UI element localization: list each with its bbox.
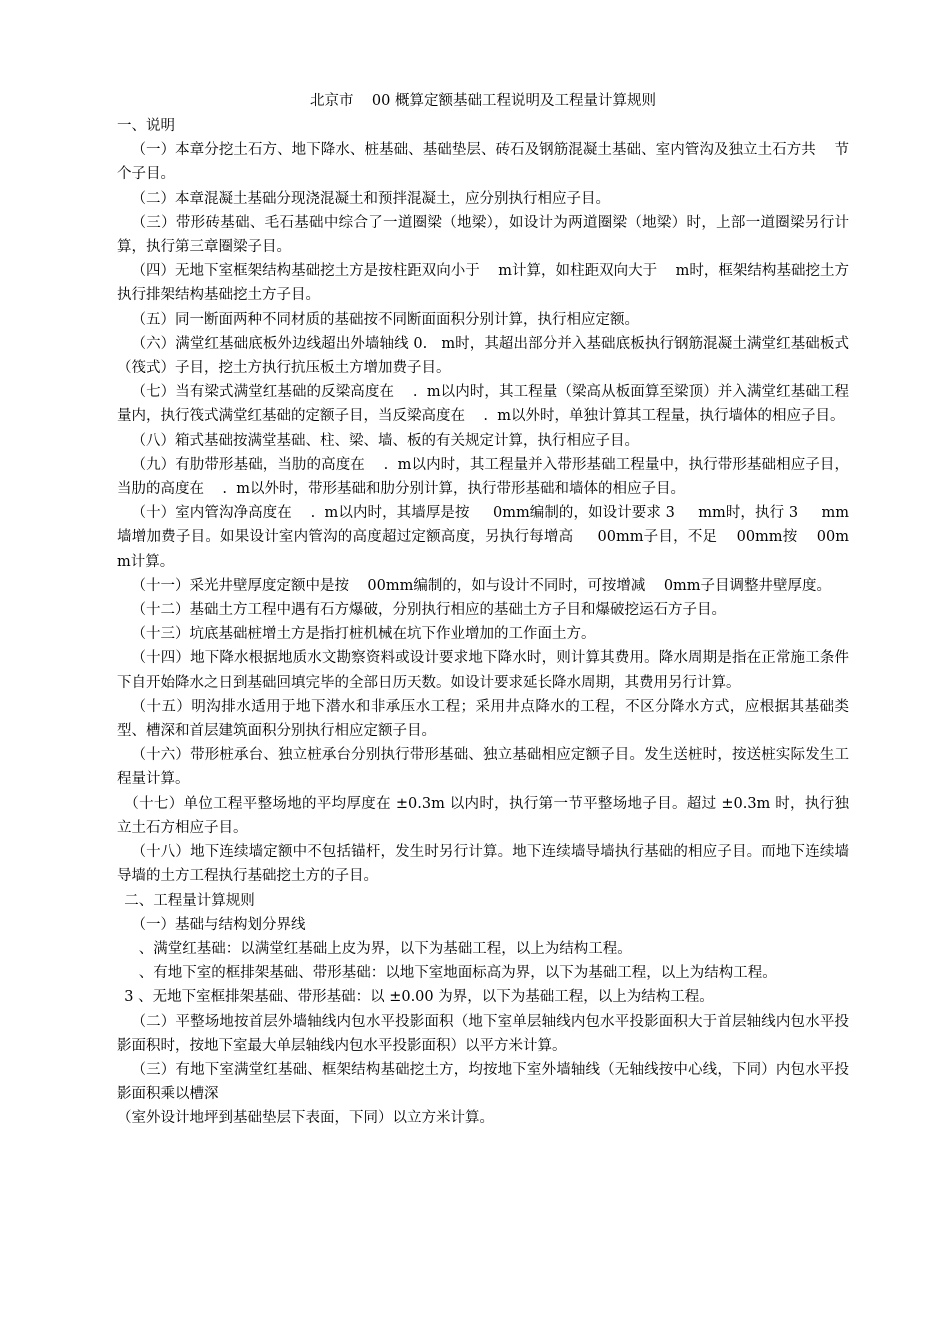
paragraph-item-4: （四）无地下室框架结构基础挖土方是按柱距双向小于 m计算，如柱距双向大于 m时，框架结构基础挖土方执行排架结构基础挖土方子目。	[117, 263, 849, 304]
rules-sub1-item-3: 3 、无地下室框排架基础、带形基础：以 ±0.00 为界，以下为基础工程，以上为结构工程。	[124, 989, 714, 1006]
paragraph-item-2: （二）本章混凝土基础分现浇混凝土和预拌混凝土，应分别执行相应子目。	[131, 190, 610, 207]
document-title: 北京市 00 概算定额基础工程说明及工程量计算规则	[310, 93, 656, 109]
paragraph-item-9: （九）有肋带形基础，当肋的高度在 . m以内时，其工程量并入带形基础工程量中，执行带形基础相应子目，当肋的高度在 . m以外时，带形基础和肋分别计算，执行带形基础和墙体的相应子目。	[117, 456, 849, 498]
paragraph-item-18: （十八）地下连续墙定额中不包括锚杆，发生时另行计算。地下连续墙导墙执行基础的相应子目。而地下连续墙导墙的土方工程执行基础挖土方的子目。	[117, 844, 849, 885]
paragraph-item-10: （十）室内管沟净高度在 . m以内时，其墙厚是按 0mm编制的，如设计要求 3 mm时，执行 3 mm墙增加费子目。如果设计室内管沟的高度超过定额高度，另执行每增高 00mm子目，不足 00mm按 00mm计算。	[117, 505, 849, 570]
paragraph-item-12: （十二）基础土方工程中遇有石方爆破，分别执行相应的基础土方子目和爆破挖运石方子目。	[131, 602, 726, 619]
paragraph-item-7: （七）当有梁式满堂红基础的反梁高度在 . m以内时，其工程量（梁高从板面算至梁顶）并入满堂红基础工程量内，执行筏式满堂红基础的定额子目，当反梁高度在 . m以外时，单独计算其工程量，执行墙体的相应子目。	[117, 384, 849, 425]
rules-sub1-heading: （一）基础与结构划分界线	[131, 916, 306, 933]
rules-sub2: （二）平整场地按首层外墙轴线内包水平投影面积（地下室单层轴线内包水平投影面积大于首层轴线内包水平投影面积时，按地下室最大单层轴线内包水平投影面积）以平方米计算。	[117, 1013, 849, 1054]
section-heading-rules: 二、工程量计算规则	[124, 892, 255, 909]
paragraph-item-16: （十六）带形桩承台、独立桩承台分别执行带形基础、独立基础相应定额子目。发生送桩时，按送桩实际发生工程量计算。	[117, 747, 849, 788]
paragraph-item-15: （十五）明沟排水适用于地下潜水和非承压水工程；采用井点降水的工程，不区分降水方式，应根据其基础类型、槽深和首层建筑面积分别执行相应定额子目。	[117, 698, 849, 740]
paragraph-item-8: （八）箱式基础按满堂基础、柱、梁、墙、板的有关规定计算，执行相应子目。	[131, 432, 639, 449]
rules-sub3-continuation: （室外设计地坪到基础垫层下表面，下同）以立方米计算。	[117, 1110, 494, 1127]
paragraph-item-17: （十七）单位工程平整场地的平均厚度在 ±0.3m 以内时，执行第一节平整场地子目。超过 ±0.3m 时，执行独立土石方相应子目。	[117, 795, 849, 836]
rules-sub3: （三）有地下室满堂红基础、框架结构基础挖土方，均按地下室外墙轴线（无轴线按中心线，下同）内包水平投影面积乘以槽深	[117, 1061, 849, 1103]
paragraph-item-3: （三）带形砖基础、毛石基础中综合了一道圈梁（地梁），如设计为两道圈梁（地梁）时，上部一道圈梁另行计算，执行第三章圈梁子目。	[117, 214, 849, 256]
document-page	[117, 88, 873, 1131]
paragraph-item-5: （五）同一断面两种不同材质的基础按不同断面面积分别计算，执行相应定额。	[131, 311, 639, 328]
section-heading-explanation: 一、说明	[117, 118, 175, 134]
paragraph-item-11: （十一）采光井壁厚度定额中是按 00mm编制的，如与设计不同时，可按增减 0mm子目调整井壁厚度。	[131, 577, 832, 594]
rules-sub1-item-1: 、满堂红基础：以满堂红基础上皮为界，以下为基础工程，以上为结构工程。	[138, 940, 632, 957]
paragraph-item-1: （一）本章分挖土石方、地下降水、桩基础、基础垫层、砖石及钢筋混凝土基础、室内管沟及独立土石方共 节 个子目。	[117, 142, 873, 183]
rules-sub1-item-2: 、有地下室的框排架基础、带形基础：以地下室地面标高为界，以下为基础工程，以上为结构工程。	[138, 965, 777, 982]
paragraph-item-6: （六）满堂红基础底板外边线超出外墙轴线 0. m时，其超出部分并入基础底板执行钢筋混凝土满堂红基础板式（筏式）子目，挖土方执行抗压板土方增加费子目。	[117, 335, 849, 377]
paragraph-item-13: （十三）坑底基础桩增土方是指打桩机械在坑下作业增加的工作面土方。	[131, 626, 596, 643]
paragraph-item-14: （十四）地下降水根据地质水文勘察资料或设计要求地下降水时，则计算其费用。降水周期是指在正常施工条件下自开始降水之日到基础回填完毕的全部日历天数。如设计要求延长降水周期，其费用另行计算。	[117, 650, 849, 691]
